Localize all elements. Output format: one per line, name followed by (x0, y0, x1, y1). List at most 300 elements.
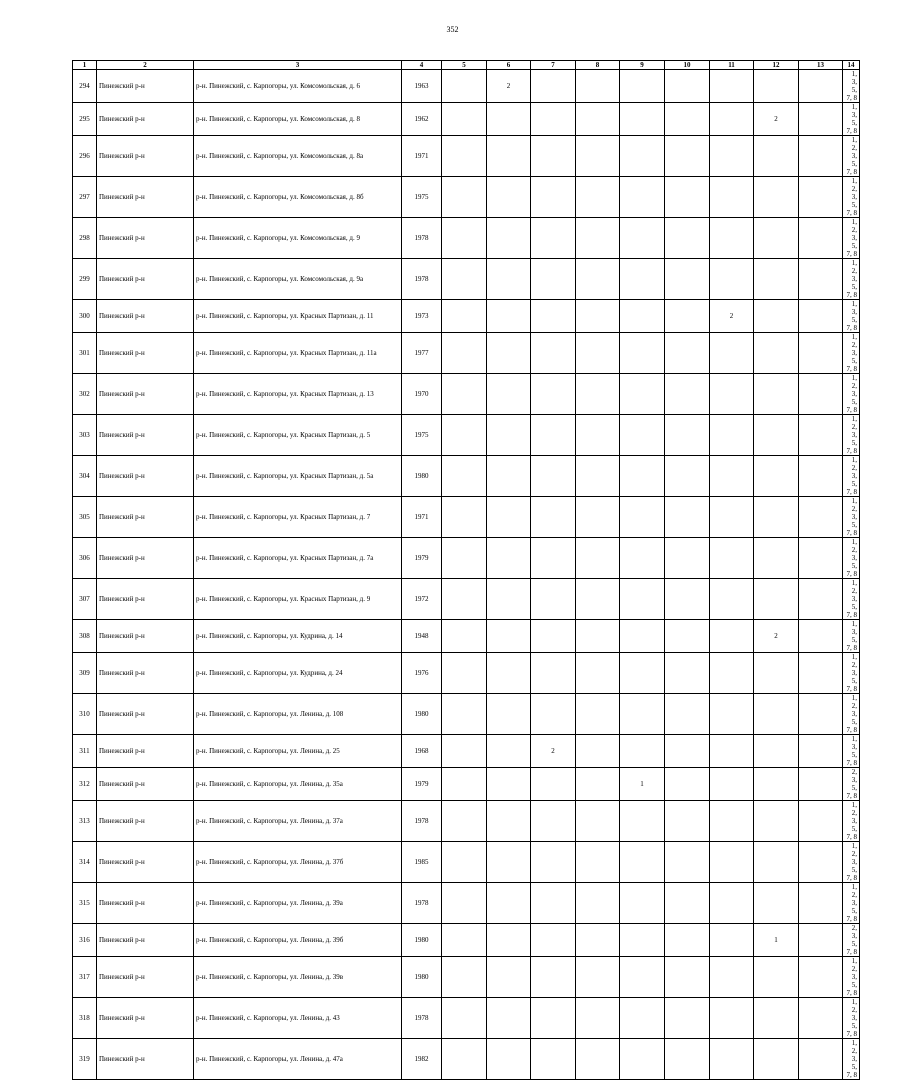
table-cell-col-13 (799, 735, 843, 768)
table-cell-col-8 (576, 136, 620, 177)
table-cell-col-6 (487, 456, 531, 497)
table-cell-col-1: 307 (73, 579, 97, 620)
table-cell-col-7 (531, 842, 576, 883)
table-cell-col-12: 2 (754, 103, 799, 136)
table-cell-col-10 (665, 415, 710, 456)
table-row (73, 259, 860, 300)
table-cell-col-9 (620, 415, 665, 456)
table-cell-col-7 (531, 103, 576, 136)
column-header-8: 8 (576, 61, 620, 70)
column-header-12: 12 (754, 61, 799, 70)
table-cell-col-8 (576, 497, 620, 538)
table-cell-col-5 (442, 70, 487, 103)
table-cell-col-13 (799, 300, 843, 333)
table-cell-col-1: 313 (73, 801, 97, 842)
table-cell-col-5 (442, 620, 487, 653)
table-cell-col-8 (576, 768, 620, 801)
table-cell-col-5 (442, 768, 487, 801)
table-cell-col-11 (710, 333, 754, 374)
table-cell-col-13 (799, 579, 843, 620)
table-cell-col-14: 1, 2, 3, 5, 7, 8 (843, 218, 860, 259)
table-cell-col-1: 305 (73, 497, 97, 538)
table-row (73, 801, 860, 842)
table-cell-col-9 (620, 957, 665, 998)
table-cell-col-1: 304 (73, 456, 97, 497)
table-cell-col-14: 1, 2, 3, 5, 7, 8 (843, 497, 860, 538)
table-cell-col-4: 1968 (402, 735, 442, 768)
table-cell-col-6 (487, 177, 531, 218)
table-cell-col-13 (799, 768, 843, 801)
table-cell-col-1: 317 (73, 957, 97, 998)
table-cell-col-9: 1 (620, 768, 665, 801)
table-cell-col-10 (665, 218, 710, 259)
table-cell-col-10 (665, 998, 710, 1039)
table-cell-col-12 (754, 218, 799, 259)
column-header-1: 1 (73, 61, 97, 70)
table-cell-col-13 (799, 924, 843, 957)
table-cell-col-5 (442, 1039, 487, 1080)
column-header-2: 2 (97, 61, 194, 70)
table-cell-col-14: 1, 2, 3, 5, 7, 8 (843, 136, 860, 177)
table-cell-col-14: 1, 2, 3, 5, 7, 8 (843, 415, 860, 456)
table-cell-col-13 (799, 842, 843, 883)
table-cell-col-6 (487, 801, 531, 842)
table-cell-col-4: 1975 (402, 177, 442, 218)
table-row (73, 735, 860, 768)
column-header-4: 4 (402, 61, 442, 70)
table-cell-col-10 (665, 374, 710, 415)
table-cell-col-12 (754, 842, 799, 883)
table-cell-col-1: 294 (73, 70, 97, 103)
table-cell-col-10 (665, 538, 710, 579)
table-cell-col-8 (576, 883, 620, 924)
table-cell-col-5 (442, 259, 487, 300)
table-row (73, 136, 860, 177)
table-cell-col-12 (754, 694, 799, 735)
table-cell-col-10 (665, 259, 710, 300)
table-cell-col-9 (620, 620, 665, 653)
table-cell-col-9 (620, 177, 665, 218)
table-cell-col-9 (620, 735, 665, 768)
table-cell-col-11 (710, 801, 754, 842)
table-cell-col-2: Пинежский р-н (97, 218, 194, 259)
table-cell-col-8 (576, 333, 620, 374)
table-cell-col-2: Пинежский р-н (97, 538, 194, 579)
table-cell-col-10 (665, 694, 710, 735)
table-row (73, 998, 860, 1039)
table-cell-col-1: 298 (73, 218, 97, 259)
table-cell-col-2: Пинежский р-н (97, 374, 194, 415)
table-row (73, 103, 860, 136)
table-cell-col-1: 300 (73, 300, 97, 333)
table-cell-col-12 (754, 538, 799, 579)
table-cell-col-5 (442, 177, 487, 218)
table-row (73, 579, 860, 620)
table-cell-col-13 (799, 70, 843, 103)
table-cell-col-5 (442, 735, 487, 768)
table-cell-col-6 (487, 497, 531, 538)
table-cell-col-1: 301 (73, 333, 97, 374)
column-header-6: 6 (487, 61, 531, 70)
table-cell-col-6 (487, 924, 531, 957)
table-cell-col-7 (531, 538, 576, 579)
table-cell-col-13 (799, 103, 843, 136)
table-cell-col-3: р-н. Пинежский, с. Карпогоры, ул. Кудрина, д. 14 (194, 620, 402, 653)
table-cell-col-3: р-н. Пинежский, с. Карпогоры, ул. Красных Партизан, д. 11а (194, 333, 402, 374)
table-cell-col-7 (531, 415, 576, 456)
table-cell-col-14: 1, 2, 3, 5, 7, 8 (843, 694, 860, 735)
table-cell-col-13 (799, 1039, 843, 1080)
table-cell-col-11 (710, 538, 754, 579)
table-row (73, 497, 860, 538)
table-cell-col-4: 1975 (402, 415, 442, 456)
table-cell-col-1: 311 (73, 735, 97, 768)
table-cell-col-11 (710, 497, 754, 538)
table-cell-col-1: 318 (73, 998, 97, 1039)
table-cell-col-4: 1973 (402, 300, 442, 333)
table-cell-col-13 (799, 620, 843, 653)
table-cell-col-9 (620, 842, 665, 883)
table-cell-col-5 (442, 883, 487, 924)
table-cell-col-7 (531, 957, 576, 998)
table-cell-col-3: р-н. Пинежский, с. Карпогоры, ул. Красных Партизан, д. 11 (194, 300, 402, 333)
table-cell-col-5 (442, 218, 487, 259)
table-cell-col-3: р-н. Пинежский, с. Карпогоры, ул. Комсомольская, д. 8б (194, 177, 402, 218)
table-cell-col-12: 1 (754, 924, 799, 957)
table-cell-col-1: 308 (73, 620, 97, 653)
table-cell-col-14: 1, 2, 3, 5, 7, 8 (843, 1039, 860, 1080)
table-cell-col-12 (754, 177, 799, 218)
table-cell-col-2: Пинежский р-н (97, 456, 194, 497)
table-cell-col-5 (442, 415, 487, 456)
table-cell-col-11 (710, 103, 754, 136)
table-cell-col-1: 303 (73, 415, 97, 456)
table-cell-col-4: 1972 (402, 579, 442, 620)
table-cell-col-11 (710, 177, 754, 218)
table-cell-col-11 (710, 415, 754, 456)
table-cell-col-3: р-н. Пинежский, с. Карпогоры, ул. Комсомольская, д. 6 (194, 70, 402, 103)
table-cell-col-2: Пинежский р-н (97, 998, 194, 1039)
column-header-7: 7 (531, 61, 576, 70)
table-cell-col-9 (620, 998, 665, 1039)
table-cell-col-4: 1978 (402, 883, 442, 924)
table-cell-col-11 (710, 998, 754, 1039)
table-cell-col-6 (487, 579, 531, 620)
table-cell-col-9 (620, 70, 665, 103)
table-cell-col-8 (576, 70, 620, 103)
table-cell-col-13 (799, 538, 843, 579)
table-cell-col-14: 1, 2, 3, 5, 7, 8 (843, 842, 860, 883)
table-cell-col-10 (665, 497, 710, 538)
table-cell-col-2: Пинежский р-н (97, 694, 194, 735)
page-number: 352 (446, 25, 459, 34)
table-cell-col-4: 1980 (402, 694, 442, 735)
table-cell-col-14: 1, 2, 3, 5, 7, 8 (843, 538, 860, 579)
table-cell-col-7 (531, 259, 576, 300)
table-cell-col-12 (754, 456, 799, 497)
table-cell-col-6 (487, 136, 531, 177)
table-cell-col-2: Пинежский р-н (97, 136, 194, 177)
table-row (73, 768, 860, 801)
table-row (73, 957, 860, 998)
table-cell-col-3: р-н. Пинежский, с. Карпогоры, ул. Красных Партизан, д. 13 (194, 374, 402, 415)
table-cell-col-1: 302 (73, 374, 97, 415)
table-cell-col-14: 1, 3, 5, 7, 8 (843, 300, 860, 333)
table-cell-col-14: 1, 2, 3, 5, 7, 8 (843, 374, 860, 415)
column-header-9: 9 (620, 61, 665, 70)
table-cell-col-3: р-н. Пинежский, с. Карпогоры, ул. Ленина, д. 39в (194, 957, 402, 998)
table-cell-col-9 (620, 924, 665, 957)
table-cell-col-8 (576, 957, 620, 998)
table-cell-col-11 (710, 924, 754, 957)
table-cell-col-3: р-н. Пинежский, с. Карпогоры, ул. Комсомольская, д. 9 (194, 218, 402, 259)
table-row (73, 538, 860, 579)
table-cell-col-9 (620, 218, 665, 259)
table-cell-col-2: Пинежский р-н (97, 70, 194, 103)
table-cell-col-9 (620, 456, 665, 497)
table-cell-col-6: 2 (487, 70, 531, 103)
table-cell-col-4: 1962 (402, 103, 442, 136)
table-cell-col-13 (799, 259, 843, 300)
table-cell-col-11 (710, 883, 754, 924)
table-cell-col-7 (531, 653, 576, 694)
table-cell-col-13 (799, 694, 843, 735)
table-cell-col-14: 1, 2, 3, 5, 7, 8 (843, 456, 860, 497)
table-cell-col-11 (710, 70, 754, 103)
table-cell-col-4: 1977 (402, 333, 442, 374)
table-cell-col-10 (665, 1039, 710, 1080)
table-cell-col-5 (442, 694, 487, 735)
table-cell-col-8 (576, 538, 620, 579)
table-cell-col-7 (531, 801, 576, 842)
table-cell-col-8 (576, 300, 620, 333)
table-cell-col-1: 306 (73, 538, 97, 579)
table-row (73, 883, 860, 924)
table-cell-col-4: 1971 (402, 497, 442, 538)
table-cell-col-11 (710, 259, 754, 300)
table-cell-col-14: 1, 2, 3, 5, 7, 8 (843, 177, 860, 218)
table-cell-col-7 (531, 333, 576, 374)
table-cell-col-9 (620, 136, 665, 177)
table-cell-col-12 (754, 300, 799, 333)
table-cell-col-2: Пинежский р-н (97, 620, 194, 653)
table-cell-col-5 (442, 456, 487, 497)
table-cell-col-7: 2 (531, 735, 576, 768)
table-cell-col-12: 2 (754, 620, 799, 653)
table-row (73, 842, 860, 883)
table-cell-col-3: р-н. Пинежский, с. Карпогоры, ул. Красных Партизан, д. 5а (194, 456, 402, 497)
table-cell-col-4: 1978 (402, 998, 442, 1039)
table-cell-col-4: 1985 (402, 842, 442, 883)
table-cell-col-8 (576, 801, 620, 842)
table-cell-col-3: р-н. Пинежский, с. Карпогоры, ул. Красных Партизан, д. 9 (194, 579, 402, 620)
table-cell-col-12 (754, 768, 799, 801)
table-cell-col-4: 1970 (402, 374, 442, 415)
table-cell-col-14: 1, 2, 3, 5, 7, 8 (843, 653, 860, 694)
table-cell-col-6 (487, 333, 531, 374)
table-cell-col-13 (799, 333, 843, 374)
table-cell-col-14: 1, 3, 5, 7, 8 (843, 70, 860, 103)
table-cell-col-8 (576, 694, 620, 735)
table-cell-col-11 (710, 579, 754, 620)
table-cell-col-7 (531, 177, 576, 218)
table-cell-col-5 (442, 300, 487, 333)
table-cell-col-2: Пинежский р-н (97, 259, 194, 300)
table-cell-col-5 (442, 538, 487, 579)
table-cell-col-5 (442, 924, 487, 957)
table-cell-col-1: 309 (73, 653, 97, 694)
table-header (73, 61, 860, 70)
table-cell-col-10 (665, 842, 710, 883)
table-cell-col-3: р-н. Пинежский, с. Карпогоры, ул. Ленина, д. 25 (194, 735, 402, 768)
table-cell-col-6 (487, 218, 531, 259)
table-cell-col-7 (531, 374, 576, 415)
table-cell-col-12 (754, 998, 799, 1039)
table-cell-col-6 (487, 998, 531, 1039)
table-cell-col-11 (710, 957, 754, 998)
table-cell-col-3: р-н. Пинежский, с. Карпогоры, ул. Комсомольская, д. 8а (194, 136, 402, 177)
table-cell-col-4: 1980 (402, 924, 442, 957)
table-cell-col-9 (620, 103, 665, 136)
table-cell-col-5 (442, 842, 487, 883)
table-cell-col-14: 2, 3, 5, 7, 8 (843, 924, 860, 957)
table-cell-col-9 (620, 259, 665, 300)
table-cell-col-4: 1980 (402, 957, 442, 998)
table-cell-col-6 (487, 842, 531, 883)
table-cell-col-1: 299 (73, 259, 97, 300)
table-cell-col-13 (799, 456, 843, 497)
table-cell-col-1: 297 (73, 177, 97, 218)
table-cell-col-1: 310 (73, 694, 97, 735)
table-cell-col-10 (665, 957, 710, 998)
table-cell-col-14: 1, 2, 3, 5, 7, 8 (843, 998, 860, 1039)
table-cell-col-14: 2, 3, 5, 7, 8 (843, 768, 860, 801)
table-cell-col-6 (487, 538, 531, 579)
table-cell-col-9 (620, 883, 665, 924)
table-cell-col-4: 1979 (402, 538, 442, 579)
table-cell-col-2: Пинежский р-н (97, 801, 194, 842)
table-cell-col-5 (442, 374, 487, 415)
table-cell-col-4: 1963 (402, 70, 442, 103)
table-cell-col-11 (710, 842, 754, 883)
table-cell-col-7 (531, 1039, 576, 1080)
table-cell-col-3: р-н. Пинежский, с. Карпогоры, ул. Ленина, д. 37а (194, 801, 402, 842)
column-header-13: 13 (799, 61, 843, 70)
table-cell-col-1: 312 (73, 768, 97, 801)
table-cell-col-2: Пинежский р-н (97, 415, 194, 456)
table-cell-col-11 (710, 768, 754, 801)
table-cell-col-3: р-н. Пинежский, с. Карпогоры, ул. Ленина, д. 43 (194, 998, 402, 1039)
table-cell-col-10 (665, 70, 710, 103)
table-cell-col-10 (665, 136, 710, 177)
table-cell-col-4: 1978 (402, 218, 442, 259)
table-cell-col-6 (487, 735, 531, 768)
column-header-3: 3 (194, 61, 402, 70)
table-cell-col-14: 1, 3, 5, 7, 8 (843, 620, 860, 653)
table-cell-col-10 (665, 768, 710, 801)
table-cell-col-12 (754, 497, 799, 538)
table-cell-col-6 (487, 957, 531, 998)
table-cell-col-7 (531, 70, 576, 103)
table-cell-col-6 (487, 883, 531, 924)
table-cell-col-7 (531, 136, 576, 177)
table-cell-col-7 (531, 768, 576, 801)
table-cell-col-12 (754, 415, 799, 456)
table-row (73, 694, 860, 735)
table-row (73, 1039, 860, 1080)
table-cell-col-12 (754, 653, 799, 694)
table-row (73, 70, 860, 103)
table-cell-col-6 (487, 653, 531, 694)
table-cell-col-11 (710, 653, 754, 694)
table-row (73, 653, 860, 694)
table-cell-col-5 (442, 497, 487, 538)
table-row (73, 620, 860, 653)
table-cell-col-4: 1971 (402, 136, 442, 177)
table-cell-col-10 (665, 924, 710, 957)
table-cell-col-10 (665, 456, 710, 497)
table-cell-col-5 (442, 136, 487, 177)
table-cell-col-4: 1978 (402, 259, 442, 300)
table-body (73, 70, 860, 1080)
table-cell-col-12 (754, 735, 799, 768)
table-cell-col-5 (442, 653, 487, 694)
table-cell-col-9 (620, 694, 665, 735)
table-cell-col-7 (531, 998, 576, 1039)
table-cell-col-10 (665, 300, 710, 333)
table-cell-col-3: р-н. Пинежский, с. Карпогоры, ул. Кудрина, д. 24 (194, 653, 402, 694)
table-cell-col-11 (710, 620, 754, 653)
table-cell-col-9 (620, 653, 665, 694)
column-header-11: 11 (710, 61, 754, 70)
table-cell-col-11: 2 (710, 300, 754, 333)
table-cell-col-8 (576, 924, 620, 957)
column-header-14: 14 (843, 61, 860, 70)
table-cell-col-8 (576, 735, 620, 768)
table-cell-col-13 (799, 497, 843, 538)
table-cell-col-9 (620, 538, 665, 579)
table-cell-col-8 (576, 374, 620, 415)
table-cell-col-8 (576, 620, 620, 653)
table-cell-col-8 (576, 998, 620, 1039)
table-cell-col-14: 1, 2, 3, 5, 7, 8 (843, 801, 860, 842)
table-cell-col-10 (665, 103, 710, 136)
table-cell-col-3: р-н. Пинежский, с. Карпогоры, ул. Красных Партизан, д. 7а (194, 538, 402, 579)
table-cell-col-4: 1948 (402, 620, 442, 653)
table-cell-col-1: 295 (73, 103, 97, 136)
table-cell-col-4: 1982 (402, 1039, 442, 1080)
table-cell-col-10 (665, 735, 710, 768)
table-cell-col-8 (576, 456, 620, 497)
table-cell-col-3: р-н. Пинежский, с. Карпогоры, ул. Ленина, д. 108 (194, 694, 402, 735)
table-row (73, 374, 860, 415)
table-cell-col-2: Пинежский р-н (97, 924, 194, 957)
table-cell-col-3: р-н. Пинежский, с. Карпогоры, ул. Ленина, д. 47а (194, 1039, 402, 1080)
table-cell-col-12 (754, 957, 799, 998)
table-cell-col-1: 314 (73, 842, 97, 883)
table-cell-col-2: Пинежский р-н (97, 735, 194, 768)
table-cell-col-6 (487, 1039, 531, 1080)
table-cell-col-12 (754, 801, 799, 842)
table-cell-col-14: 1, 2, 3, 5, 7, 8 (843, 579, 860, 620)
table-cell-col-9 (620, 300, 665, 333)
table-cell-col-10 (665, 801, 710, 842)
table-cell-col-14: 1, 3, 5, 7, 8 (843, 735, 860, 768)
table-cell-col-9 (620, 1039, 665, 1080)
table-cell-col-4: 1980 (402, 456, 442, 497)
table-cell-col-3: р-н. Пинежский, с. Карпогоры, ул. Комсомольская, д. 8 (194, 103, 402, 136)
table-cell-col-11 (710, 1039, 754, 1080)
